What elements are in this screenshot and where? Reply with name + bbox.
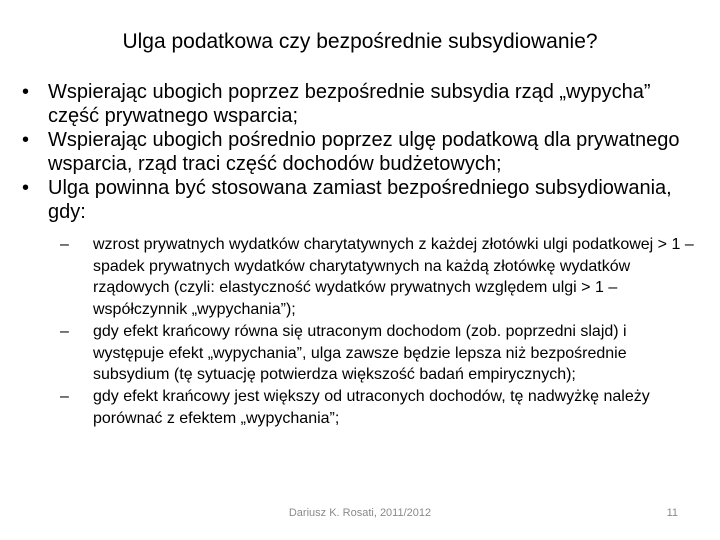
bullet-item [22, 176, 702, 429]
subbullet-text: gdy efekt krańcowy równa się utraconym dochodom (zob. poprzedni slajd) i występuje efekt „wypychania”, ulga zawsze będzie lepsza niż bezpośrednie subsydium (tę sytuację potwierdza większość badań empirycznych); [93, 322, 627, 384]
slide-title: Ulga podatkowa czy bezpośrednie subsydiowanie? [122, 30, 598, 53]
subbullet-list [48, 234, 696, 429]
subbullet-item [60, 234, 696, 321]
bullet-text: Wspierając ubogich pośrednio poprzez ulgę podatkową dla prywatnego wsparcia, rząd traci część dochodów budżetowych; [48, 129, 680, 175]
bullet-item [22, 80, 702, 128]
bullet-dot-icon: • [22, 129, 30, 151]
bullet-dot-icon: • [22, 177, 30, 199]
bullet-dot-icon: • [22, 81, 30, 103]
dash-icon: – [60, 322, 69, 340]
subbullet-text: wzrost prywatnych wydatków charytatywnych z każdej złotówki ulgi podatkowej > 1 – spadek prywatnych wydatków charytatywnych na każdą złotówkę wydatków rządowych (czyli: elastyczność wydatków prywatnych względem ulgi > 1 – współczynnik „wypychania”); [93, 236, 694, 319]
page-number: 11 [666, 507, 678, 519]
bullet-text: Wspierając ubogich poprzez bezpośrednie subsydia rząd „wypycha” część prywatnego wsparcia; [48, 81, 651, 127]
footer-author: Dariusz K. Rosati, 2011/2012 [288, 507, 432, 519]
subbullet-text: gdy efekt krańcowy jest większy od utraconych dochodów, tę nadwyżkę należy porównać z efektem „wypychania”; [93, 387, 650, 427]
bullet-list [22, 80, 702, 429]
bullet-item [22, 128, 702, 176]
dash-icon: – [60, 387, 69, 405]
subbullet-item [60, 386, 696, 429]
subbullet-item [60, 321, 696, 386]
bullet-text: Ulga powinna być stosowana zamiast bezpośredniego subsydiowania, gdy: [48, 177, 672, 223]
dash-icon: – [60, 236, 69, 253]
